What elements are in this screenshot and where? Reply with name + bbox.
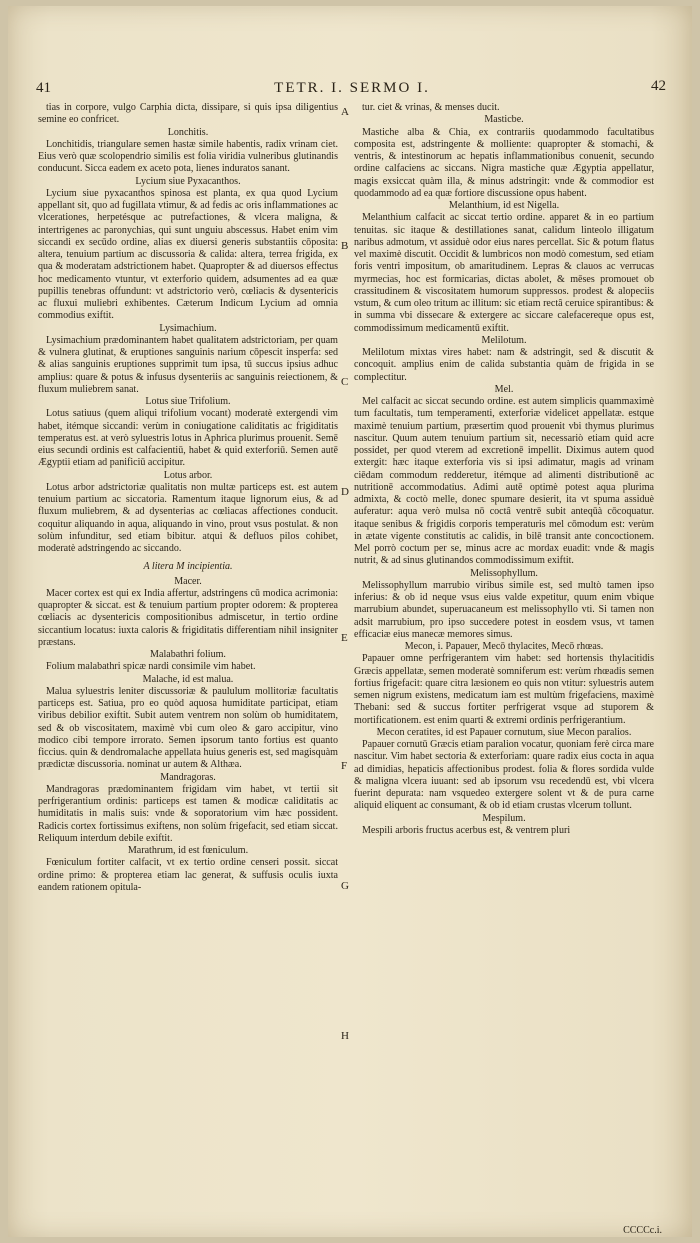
margin-letter-a: A — [341, 106, 349, 118]
entry-heading: Mespilum. — [482, 812, 526, 824]
margin-letter-h: H — [341, 1030, 349, 1042]
right-column — [354, 102, 654, 837]
paragraph: Mel calfacit ac siccat secundo ordine. est autem simplicis quammaximè tum facultatis, tum temperamenti, exterforiæ videlicet appellatæ. estque maximè tenuium partium, præsertim quod prouenit vbi thymus plurimus nascitur. Quum autem tenuium partium sit, necessariò etiam quid acre possidet, per quod vterem ad excretionē impellit. Diximus autem quod extergit: hæc itaque exterforia vis si ipsi adimatur, magis ad vrinam ciēdam commodum redderetur, itémque ad alimenti distributionē ac nutritionē accommodatius. Adimi autē optimè potest aqua plurima admixta, & coctò melle, donec spumare desierit, ita vt spuma assiduè auferatur: aqua verò mulsa nō coctâ ventrē subit anteqūà cōcoquatur. itaque senibus & frigidis corporis temperaturis mel cōmodum est: verùm in ætate vigente constitutis ac calidis, in bilē transit ante concoctionem. Mel porrò coctum per se, minus acre ac mordax euadit: vnde & magis nutrit, & ad sinus glutinandos commodissimum exiftit. — [354, 396, 654, 567]
paragraph: Lotus arbor adstrictoriæ qualitatis non multæ particeps est. est autem tenuium partium ac siccatoria. Ramentum itaque lignorum eius, & ad fluxum muliebrem, & ad dysenterias ac cœliacas affectiones conducit. coquitur aliquando in aqua, aliquando in vino, prout vsus postulat. & non solùm infunditur, sed etiam bibitur. atqui & defluos pilos cohibet, moderatè adstringendo ac siccando. — [38, 481, 338, 554]
paragraph: Lycium siue pyxacanthos spinosa est planta, ex qua quod Lycium appellant sit, quo ad fugillata vtimur, & ad fedis ac oris inflammationes ac vlcerationes, herpetésque ac putrefactiones, & vlcera maligna, & intertrigenes ac paronychias, qui sunt unguiu abscessus. Habet enim vim siccandi ex secūdo ordine, alias ex diuersi generis substantiis cōposita: altera, tenuium partium ac discussoria & calida: altera, terrea frigida, ex qua & moderatam adstrictionem habet. Quapropter & ad diuersos effectus hoc medicamento vtuntur, vt exterforio quidem, adsumentes ad ea quæ pupillis tenebras offundunt: vt adstrictorio verò, cœliacis & dysentericis ac fluxui muliebri exhibentes. Cæterum Indicum Lycium ad omnia commodius exiftit. — [38, 187, 338, 322]
paragraph: Folium malabathri spicæ nardi consimile vim habet. — [46, 661, 256, 673]
paragraph: Lotus satiuus (quem aliqui trifolium vocant) moderatè extergendi vim habet, itémque siccandi: verùm in coniugatione caliditatis ac frigiditatis temperatus est. at verò syluestris lotus in Aphrica plurimus prouenit. Semē eius secundi ordinis est calfacientiū, habet & quid exterforiū. Semen autē Ægyptii etiam ad panificiū accipitur. — [38, 408, 338, 469]
paragraph: Melilotum mixtas vires habet: nam & adstringit, sed & discutit & concoquit. amplius enim de calida substantia quàm de frigida in se complectitur. — [354, 347, 654, 383]
paragraph: Melissophyllum marrubio viribus simile est, sed multò tamen ipso inferius: & ob id neque vsus eius valde expetitur, quum enim vbique marrubium abundet, superuacaneum est melissophyllo vti. Si tamen non adsit marrubium, pro ipso succedere potest in eosdem vsus, vt tamen efficaciæ eius manecæ memores simus. — [354, 579, 654, 640]
paragraph: Papauer cornutū Græcis etiam paralion vocatur, quoniam ferè circa mare nascitur. Vim habet sectoria & exterforiam: quare radix eius cocta in aqua ad dimidias, hepaticis affectionibus prodest. folia & flores sordida vulde & maligna vlcera iuuant: sed ab ipsorum vsu recedendū est, vbi vlcera fuerint depurata: nam vsquedeo extergere solent vt & de pura carne aliquid eliquent ac consumant, & ob id etiam crustas vlcerum tollunt. — [354, 739, 654, 812]
running-header — [32, 80, 672, 102]
paragraph: tias in corpore, vulgo Carphia dicta, dissipare, si quis ipsa diligentius semine eo confricet. — [38, 102, 338, 126]
paragraph: Mespili arboris fructus acerbus est, & ventrem pluri — [362, 824, 571, 836]
paragraph: Mastiche alba & Chia, ex contrariis quodammodo facultatibus composita est, adstringente & molliente: quapropter & stomachi, & ventris, & intestinorum ac hepatis inflammationibus conuenit, secundo ordine calfaciens ac siccans. Nigra mastiche quæ Ægyptia appellatur, magis exsiccat quàm illa, & minus adstringit: vnde & commodior est quodammodo ad ea quæ fortiore discussione opus habent. — [354, 126, 654, 199]
entry-heading: Melanthium, id est Nigella. — [448, 200, 560, 211]
margin-letter-f: F — [341, 760, 348, 772]
entry-heading: Mecon ceratites, id est Papauer cornutum, siue Mecon paralios. — [376, 726, 632, 738]
section-heading: A litera M incipientia. — [143, 561, 233, 573]
paragraph: Melanthium calfacit ac siccat tertio ordine. apparet & in eo partium tenuitas. sic itaque & destillationes sanat, calidum linteolo illigatum naribus admotum, vt assiduè odor eius nares percellat. Sic & potum flatus vel maximè discutit. Occidit & lumbricos non modò comestum, sed etiam foris ventri impositum, ob amaritudinem. Lepras & clauos ac verrucas myrmecias, hoc est formicarias, dictas abolet, & mēses promouet ob crassitudinem & viscositatem humorum suppressos. prodest & alopeciis vstum, & cum oleo tritum ac illitum: sic etiam rectâ ceruice spirantibus: & in summa vbi dissecare & extergere ac siccare calefacereque opus est, commodissimum medicamentū exiftit. — [354, 212, 654, 334]
entry-heading: Lysimachium. — [159, 322, 217, 334]
entry-heading: Lotus siue Trifolium. — [145, 396, 231, 407]
section-margin-letters — [339, 102, 353, 1102]
paragraph: Lonchitidis, triangulare semen hastæ simile habentis, radix vrinam ciet. Eius verò quæ scolopendrio similis est folia viridia vulneribus glutinandis conducunt. Sicca eadem ex aceto pota, lienes induratos sanant. — [38, 138, 338, 175]
entry-heading: Malabathri folium. — [150, 649, 226, 660]
entry-heading: Macer. — [174, 575, 202, 587]
entry-heading: Mecon, i. Papauer, Mecō thylacites, Mecō rhœas. — [404, 641, 604, 652]
entry-heading: Lonchitis. — [167, 126, 209, 138]
paragraph: Papauer omne perfrigerantem vim habet: sed hortensis thylacitidis Græcis appellatæ, semen moderatè somniferum est: verùm rhœadis semen fortius frigefacit: quare citra læsionem eo quis non vtitur: syluestris autem semen nigrum existens, medicatum iam est multùm frigefaciens, maximè Thebani: sed & succus fortiter perfrigerat vsque ad stuporem & mortificationem. est enim quarti & extremi ordinis perfrigerantium. — [354, 653, 654, 726]
paragraph: tur. ciet & vrinas, & menses ducit. — [362, 102, 500, 113]
entry-heading: Lotus arbor. — [163, 469, 213, 481]
margin-letter-b: B — [341, 240, 349, 252]
entry-heading: Mandragoras. — [160, 771, 216, 783]
page-number-left: 41 — [36, 80, 51, 96]
paragraph: Lysimachium prædominantem habet qualitatem adstrictoriam, per quam & vulnera glutinat, & eruptiones sanguinis narium cōpescit insperfa: sed & alias sanguinis eruptiones supprimit tum ipsa, tū succus ipsius adhuc amplius: quare & potus & infusus dysenteriis ac sanguinis reiectionem, & fluxum muliebrem sanat. — [38, 334, 338, 395]
entry-heading: Lycium siue Pyxacanthos. — [135, 175, 241, 187]
paragraph: Macer cortex est qui ex India affertur, adstringens cū modica acrimonia: quapropter & siccat. est & tenuium partium propter odorem: & propterea cœliacis ac dysentericis compositionibus admiscetur, in tertio ordine siccantium locatus: iuxta caloris & frigiditatis differentiam nihil insigniter præstans. — [38, 587, 338, 648]
signature-mark: CCCCc.i. — [623, 1225, 662, 1236]
book-page — [8, 6, 692, 1237]
page-number-right: 42 — [651, 78, 666, 94]
left-column — [38, 102, 338, 894]
running-title: TETR. I. SERMO I. — [274, 80, 430, 96]
margin-letter-c: C — [341, 376, 349, 388]
entry-heading: Melissophyllum. — [470, 567, 538, 579]
margin-letter-d: D — [341, 486, 349, 498]
entry-heading: Malache, id est malua. — [142, 673, 234, 685]
entry-heading: Melilotum. — [481, 334, 527, 346]
margin-letter-g: G — [341, 880, 349, 892]
paragraph: Mandragoras prædominantem frigidam vim habet, vt tertii sit perfrigerantium ordinis: particeps est tamen & modicæ caliditatis ac humiditatis in malis suis: vnde & soporatorium vim hæc possident. Radicis cortex fortissimus exiftens, non solùm frigefacit, sed etiam siccat. Reliquum interdum debile exiftit. — [38, 783, 338, 844]
paragraph: Malua syluestris leniter discussoriæ & paululum mollitoriæ facultatis particeps est. Satiua, pro eo quòd aquosa humiditate participat, etiam viribus debilior exiftit. Subit autem ventrem non solùm ob humiditatem, sed & ob viscositatem, maximè vbi cum oleo & garo accipitur, vino modico cibi tempore irrorato. Semen ipsorum tanto fortius est quanto ficcius. quin & dendromalache appellata huius generis est, sed magisquàm prædictæ discussoria. nominat ur autem & Althæa. — [38, 685, 338, 771]
margin-letter-e: E — [341, 632, 348, 644]
entry-heading: Mel. — [494, 383, 514, 395]
entry-heading: Marathrum, id est fœniculum. — [127, 845, 249, 856]
paragraph: Fœniculum fortiter calfacit, vt ex tertio ordine censeri possit. siccat ordine primo: & propterea etiam lac generat, & suffusis oculis iuxta eandem rationem opitula- — [38, 857, 338, 893]
entry-heading: Masticbe. — [484, 114, 524, 126]
